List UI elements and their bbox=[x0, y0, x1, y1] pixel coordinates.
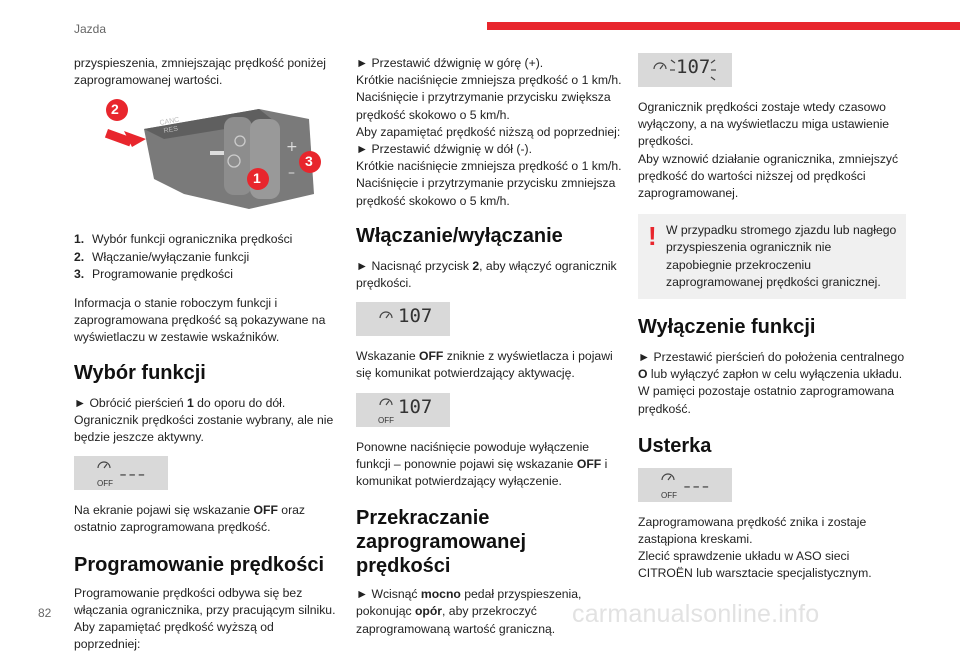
exceed-paragraph: ► Wcisnąć mocno pedał przyspieszenia, pokonując opór, aby przekroczyć zaprogramowaną wartość graniczną. bbox=[356, 587, 582, 636]
heading-on-off: Włączanie/wyłączanie bbox=[356, 224, 563, 247]
display-fault bbox=[638, 468, 732, 502]
short-press-up: Krótkie naciśnięcie zmniejsza prędkość o 1 km/h. bbox=[356, 73, 622, 88]
short-press-down: Krótkie naciśnięcie zmniejsza prędkość o 1 km/h. bbox=[356, 159, 622, 174]
column-3 bbox=[638, 55, 906, 583]
display-off-speed bbox=[356, 393, 450, 427]
heading-disable: Wyłączenie funkcji bbox=[638, 316, 816, 339]
svg-text:–: – bbox=[288, 165, 295, 182]
screen-paragraph: Na ekranie pojawi się wskazanie OFF oraz ostatnio zaprogramowana prędkość. bbox=[74, 503, 306, 535]
dashes: – – – bbox=[120, 469, 145, 482]
disable-paragraph: ► Przestawić pierścień do położenia centralnego O lub wyłączyć zapłon w celu wyłączenia układu. bbox=[638, 350, 905, 382]
header-accent-bar bbox=[487, 22, 960, 30]
off-label: OFF bbox=[661, 490, 677, 500]
program-paragraph-1: Programowanie prędkości odbywa się bez włączania ogranicznika, przy pracującym silniku. bbox=[74, 585, 336, 617]
off-label: OFF bbox=[378, 415, 394, 425]
program-paragraph-2: Aby zapamiętać prędkość wyższą od poprzedniej: bbox=[74, 620, 274, 652]
press-again-paragraph: Ponowne naciśnięcie powoduje wyłączenie funkcji – ponownie pojawi się wskazanie OFF i komunikat potwierdzający wyłączenie. bbox=[356, 439, 608, 489]
display-active bbox=[356, 302, 450, 336]
callout-2: 2 bbox=[111, 101, 119, 118]
temporary-off-paragraph: Ogranicznik prędkości zostaje wtedy czasowo wyłączony, a na wyświetlaczu miga ustawienie prędkości. bbox=[638, 100, 890, 149]
memory-paragraph: W pamięci pozostaje ostatnio zaprogramowana prędkość. bbox=[638, 384, 895, 416]
svg-text:RES: RES bbox=[163, 125, 179, 136]
heading-exceed: Przekraczanie zaprogramowanej prędkości bbox=[356, 507, 527, 578]
column-1 bbox=[74, 55, 336, 653]
stalk-illustration bbox=[74, 99, 336, 219]
warning-icon: ! bbox=[648, 221, 657, 252]
dashes: – – – bbox=[684, 480, 709, 493]
svg-text:+: + bbox=[286, 139, 298, 156]
fault-paragraph-2: Zlecić sprawdzenie układu w ASO sieci CITROËN lub warsztacie specjalistycznym. bbox=[638, 549, 872, 581]
speed-value: 107 bbox=[676, 56, 711, 78]
speed-value: 107 bbox=[398, 305, 433, 328]
onoff-paragraph: ► Nacisnąć przycisk 2, aby włączyć ogranicznik prędkości. bbox=[356, 258, 617, 291]
display-off-dashes bbox=[74, 456, 168, 490]
section-title: Jazda bbox=[74, 22, 107, 36]
step-down: ► Przestawić dźwignię w dół (-). bbox=[356, 142, 532, 157]
column-2 bbox=[356, 55, 624, 638]
list-item: 3. Programowanie prędkości bbox=[74, 266, 233, 281]
store-lower: Aby zapamiętać prędkość niższą od poprzedniej: bbox=[356, 124, 621, 139]
page-number: 82 bbox=[38, 606, 52, 620]
warning-text: W przypadku stromego zjazdu lub nagłego przyspieszenia ogranicznik nie zapobiegnie przekroczeniu zaprogramowanej prędkości granicznej. bbox=[666, 223, 897, 289]
resume-paragraph: Aby wznowić działanie ogranicznika, zmniejszyć prędkość do wartości niższej od prędkości zaprogramowanej. bbox=[638, 151, 899, 201]
heading-fault: Usterka bbox=[638, 434, 712, 457]
intro-paragraph: przyspieszenia, zmniejszając prędkość poniżej zaprogramowanej wartości. bbox=[74, 56, 326, 88]
watermark: carmanualsonline.info bbox=[572, 600, 820, 628]
heading-programming: Programowanie prędkości bbox=[74, 553, 325, 576]
callout-1: 1 bbox=[253, 170, 261, 187]
warning-box bbox=[638, 214, 906, 299]
info-paragraph: Informacja o stanie roboczym funkcji i zaprogramowana prędkość są pokazywane na wyświetlaczu w zestawie wskaźników. bbox=[74, 296, 326, 345]
long-press-up: Naciśnięcie i przytrzymanie przycisku zwiększa prędkość skokowo o 5 km/h. bbox=[356, 90, 611, 122]
long-press-down: Naciśnięcie i przytrzymanie przycisku zmniejsza prędkość skokowo o 5 km/h. bbox=[356, 176, 616, 208]
off-label: OFF bbox=[97, 479, 113, 489]
indicator-paragraph: Wskazanie OFF zniknie z wyświetlacza i pojawi się komunikat potwierdzający aktywację. bbox=[356, 349, 613, 381]
step-up: ► Przestawić dźwignię w górę (+). bbox=[356, 56, 544, 70]
select-paragraph: ► Obrócić pierścień 1 do oporu do dół. Ogranicznik prędkości zostanie wybrany, ale nie będzie jeszcze aktywny. bbox=[74, 395, 334, 445]
legend-list bbox=[74, 231, 336, 283]
callout-3: 3 bbox=[305, 153, 313, 170]
heading-select: Wybór funkcji bbox=[74, 361, 206, 384]
display-blinking bbox=[638, 53, 732, 87]
list-item: 1. Wybór funkcji ogranicznika prędkości bbox=[74, 232, 293, 247]
fault-paragraph-1: Zaprogramowana prędkość znika i zostaje zastąpiona kreskami. bbox=[638, 514, 867, 547]
svg-text:CANC: CANC bbox=[159, 117, 180, 128]
speed-value: 107 bbox=[398, 395, 433, 418]
list-item: 2. Włączanie/wyłączanie funkcji bbox=[74, 249, 250, 264]
